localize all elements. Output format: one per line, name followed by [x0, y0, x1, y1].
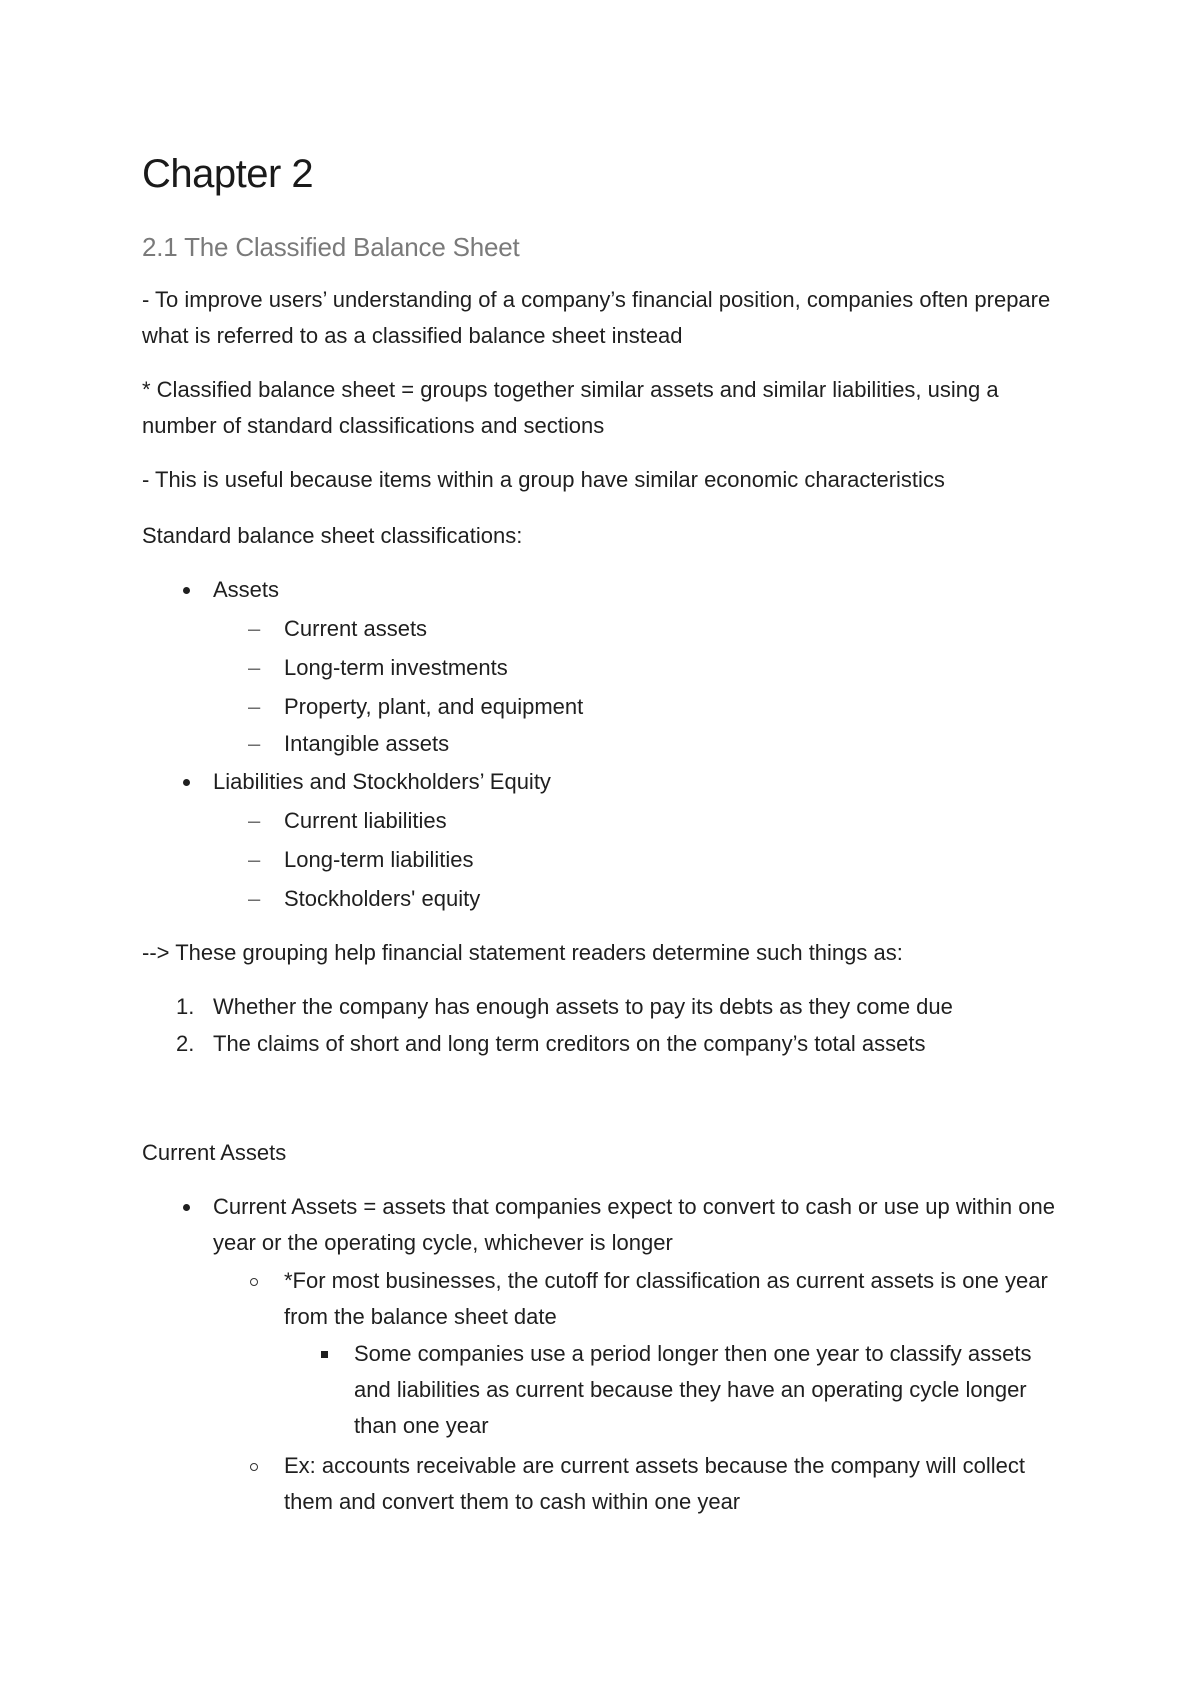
- dash-marker: –: [248, 731, 261, 756]
- list-item: Stockholders' equity: [284, 886, 481, 911]
- dash-marker: –: [248, 847, 261, 872]
- list-item-assets: Assets: [213, 577, 280, 602]
- list-item-current-assets-definition: Current Assets = assets that companies expect to convert to cash or use up within one year or the operating cycle, whichever is longer: [213, 1194, 1055, 1255]
- list-item-cutoff: *For most businesses, the cutoff for classification as current assets is one year from the balance sheet date: [284, 1268, 1048, 1329]
- dash-marker: –: [248, 694, 261, 719]
- paragraph-intro: - To improve users’ understanding of a company’s financial position, companies often prepare what is referred to as a classified balance sheet instead: [142, 287, 1051, 348]
- list-item: Intangible assets: [284, 731, 450, 756]
- list-item-longer-cycle: Some companies use a period longer then one year to classify assets and liabilities as current because they have an operating cycle longer than one year: [354, 1341, 1032, 1438]
- paragraph-definition: * Classified balance sheet = groups together similar assets and similar liabilities, using a number of standard classifications and sections: [142, 377, 999, 438]
- dash-marker: –: [248, 655, 261, 680]
- square-bullet-marker: [321, 1351, 328, 1358]
- chapter-title: Chapter 2: [142, 152, 314, 196]
- dash-marker: –: [248, 616, 261, 641]
- list-item-example: Ex: accounts receivable are current assets because the company will collect them and convert them to cash within one year: [284, 1453, 1026, 1514]
- paragraph-usefulness: - This is useful because items within a group have similar economic characteristics: [142, 467, 945, 492]
- list-item: Whether the company has enough assets to pay its debts as they come due: [213, 994, 953, 1019]
- list-item: The claims of short and long term creditors on the company’s total assets: [213, 1031, 926, 1056]
- list-item: Long-term liabilities: [284, 847, 474, 872]
- list-number: 2.: [176, 1031, 195, 1056]
- list-item: Long-term investments: [284, 655, 508, 680]
- section-subtitle: 2.1 The Classified Balance Sheet: [142, 232, 520, 262]
- dash-marker: –: [248, 886, 261, 911]
- list-item: Current assets: [284, 616, 428, 641]
- section-heading-current-assets: Current Assets: [142, 1140, 287, 1165]
- circle-bullet-marker: [250, 1278, 258, 1286]
- bullet-marker: [183, 779, 190, 786]
- list-item-liabilities-equity: Liabilities and Stockholders’ Equity: [213, 769, 551, 794]
- list-number: 1.: [176, 994, 195, 1019]
- bullet-marker: [183, 1204, 190, 1211]
- bullet-marker: [183, 587, 190, 594]
- paragraph-classifications-heading: Standard balance sheet classifications:: [142, 523, 523, 548]
- circle-bullet-marker: [250, 1463, 258, 1471]
- paragraph-grouping: --> These grouping help financial statement readers determine such things as:: [142, 940, 903, 965]
- dash-marker: –: [248, 808, 261, 833]
- list-item: Current liabilities: [284, 808, 447, 833]
- list-item: Property, plant, and equipment: [284, 694, 584, 719]
